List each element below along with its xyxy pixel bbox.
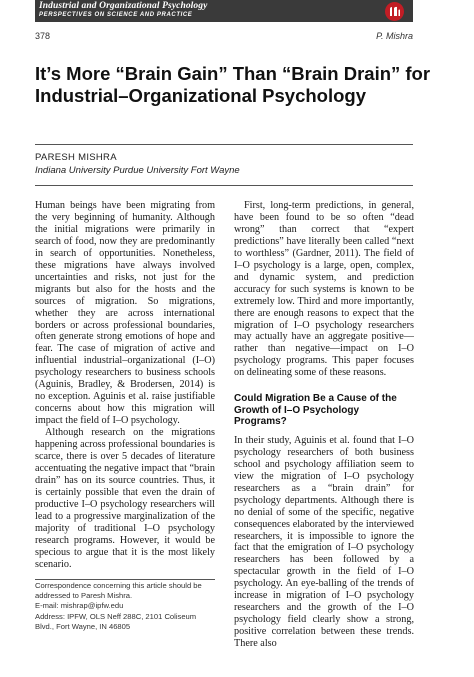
footnote-line: Blvd., Fort Wayne, IN 46805 — [35, 621, 131, 631]
paragraph: First, long-term predictions, in general, have been found to be so often “dead wrong” than correct that “expert predictions” have literally been called “next to worthless” (Gardner, 2011). The field of I–O psychology is a large, open, complex, and dynamic system, and prediction accuracy for such systems is known to be extremely low. Third and more importantly, there are enough reasons to expect that the migration of I–O psychology researchers may actually have an aggregate positive—rather than negative—impact on I–O psychology programs. This paper focuses on delineating some of these reasons. — [234, 200, 414, 379]
paragraph: In their study, Aguinis et al. found that I–O psychology researchers of both business school and psychology affiliation seem to view the migration of I–O psychology researchers as a “brain drain” for psychology departments. Although there is no denial of some of the specific, negative consequences elaborated by the interviewed researchers, it is impossible to ignore the fact that the emigration of I–O psychology researchers has been followed by a spectacular growth in the field of I–O psychology. An eye-balling of the trends of increase in migration of I–O psychology researchers and the growth of the I–O psychology field clearly show a strong, positive correlation between these trends. There also — [234, 434, 414, 650]
journal-title: Industrial and Organizational Psychology — [39, 1, 208, 11]
footnote-line: Address: IPFW, OLS Neff 288C, 2101 Coliseum — [35, 611, 197, 621]
title-divider — [35, 144, 413, 145]
correspondence-footnote — [35, 581, 220, 632]
footnote-line: Correspondence concerning this article should be — [35, 581, 202, 590]
publisher-logo-icon — [385, 2, 404, 21]
right-column — [234, 200, 414, 650]
left-column — [35, 200, 215, 571]
author-affiliation: Indiana University Purdue University Fort Wayne — [35, 165, 240, 176]
author-name: PARESH MISHRA — [35, 152, 117, 163]
footnote-email[interactable]: E-mail: mishrap@ipfw.edu — [35, 601, 124, 611]
running-head: P. Mishra — [376, 31, 413, 41]
footnote-divider — [35, 579, 215, 580]
footnote-line: addressed to Paresh Mishra. — [35, 591, 133, 601]
page-number: 378 — [35, 31, 51, 41]
section-heading: Could Migration Be a Cause of the Growth of I–O Psychology Programs? — [234, 393, 397, 427]
paragraph: Human beings have been migrating from the very beginning of humanity. Although the initial migrations were primarily in search of food, now they are predominantly in search of opportunities. Nonetheless, these migrations have always involved uncertainties and risks, not just for the migrants but also for the hosts and the sources of migration. So migrations, whether they are across international borders or across professional boundaries, often generate strong emotions of hope and fear. The case of migration of active and influential industrial–organizational (I–O) psychology researchers to business schools (Aguinis, Bradley, & Brodersen, 2014) is no exception. Aguinis et al. raise justifiable concerns about how this migration will impact the field of I–O psychology. — [35, 200, 215, 427]
paragraph: Although research on the migrations happening across professional boundaries is scarce, there is over 5 decades of literature accentuating the negative impact that “brain drain” has on its source countries. Thus, it is certainly possible that even the drain of productive I–O psychology researchers will lead to a progressive marginalization of the majority of traditional I–O psychology research programs. However, it would be specious to argue that it is the most likely scenario. — [35, 427, 215, 570]
author-divider — [35, 185, 413, 186]
article-title: It’s More “Brain Gain” Than “Brain Drain” for Industrial–Organizational Psychology — [35, 63, 431, 106]
journal-subtitle: PERSPECTIVES ON SCIENCE AND PRACTICE — [39, 12, 193, 18]
